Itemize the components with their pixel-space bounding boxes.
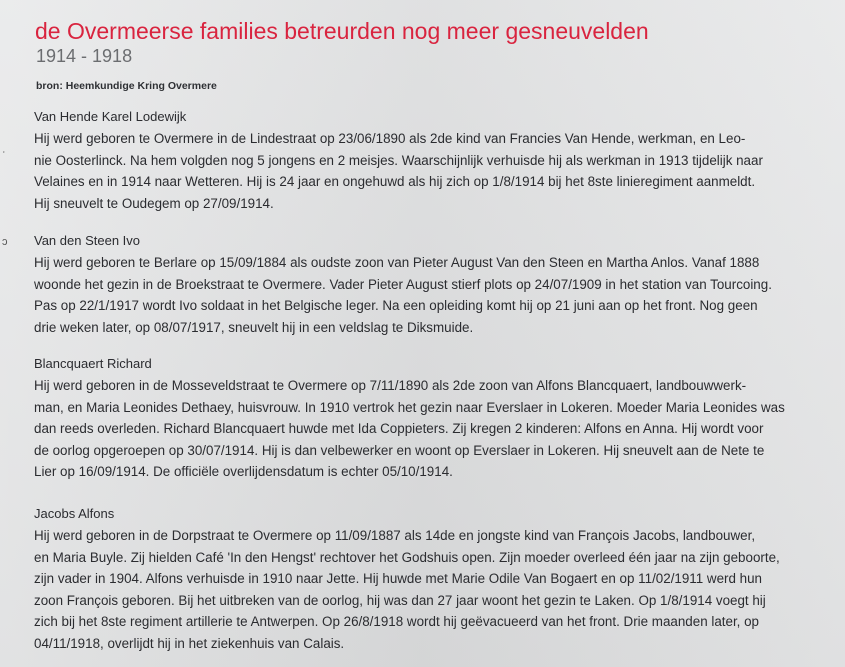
entry-text-line: man, en Maria Leonides Dethaey, huisvrouw. In 1910 vertrok het gezin naar Everslaer in Lokeren. Moeder Maria Leonides was <box>34 399 785 415</box>
entry-name: Jacobs Alfons <box>34 506 115 521</box>
entry-name: Van Hende Karel Lodewijk <box>34 109 187 124</box>
edge-artifact: ɔ <box>2 236 8 248</box>
entry-text-line: woonde het gezin in de Broekstraat te Overmere. Vader Pieter August stierf plots op 24/07/1909 in het station van Tourcoing. <box>34 276 772 292</box>
entry-text-line: drie weken later, op 08/07/1917, sneuvelt hij in een veldslag te Diksmuide. <box>34 319 474 335</box>
entry-text-line: de oorlog opgeroepen op 30/07/1914. Hij is dan velbewerker en woont op Everslaer in Lokeren. Hij sneuvelt aan de Nete te <box>34 442 765 458</box>
source-credit: bron: Heemkundige Kring Overmere <box>36 80 217 92</box>
biography-entry <box>34 505 839 655</box>
entry-text-line: Pas op 22/1/1917 wordt Ivo soldaat in het Belgische leger. Na een opleiding komt hij op 21 juni aan op het front. Nog geen <box>34 298 758 314</box>
entry-name: Van den Steen Ivo <box>34 233 141 248</box>
entry-text-line: Hij sneuvelt te Oudegem op 27/09/1914. <box>34 195 274 211</box>
entry-text-line: zich bij het 8ste regiment artillerie te Antwerpen. Op 26/8/1918 wordt hij geëvacueerd van het front. Drie maanden later, op <box>34 614 760 630</box>
entry-text-line: zoon François geboren. Bij het uitbreken van de oorlog, hij was dan 27 jaar woont het gezin te Laken. Op 1/8/1914 voegt hij <box>34 592 766 608</box>
entry-text-line: Hij werd geboren in de Mosseveldstraat te Overmere op 7/11/1890 als 2de zoon van Alfons Blancquaert, landbouwwerk- <box>34 378 747 393</box>
entry-text-line: dan reeds overleden. Richard Blancquaert huwde met Ida Coppieters. Zij kregen 2 kinderen: Alfons en Anna. Hij wordt voor <box>34 421 764 437</box>
edge-artifact: ʾ <box>2 150 6 162</box>
entry-text-line: 04/11/1918, overlijdt hij in het ziekenhuis van Calais. <box>34 635 345 651</box>
entry-name: Blancquaert Richard <box>34 356 152 371</box>
entry-text-line: nie Oosterlinck. Na hem volgden nog 5 jongens en 2 meisjes. Waarschijnlijk verhuisde hij als werkman in 1913 tijdelijk naar <box>34 152 763 168</box>
entry-text-line: Hij werd geboren in de Dorpstraat te Overmere op 11/09/1887 als 14de en jongste kind van François Jacobs, landbouwer, <box>34 528 756 543</box>
panel-title: de Overmeerse families betreurden nog meer gesneuvelden <box>35 18 649 44</box>
panel-years: 1914 - 1918 <box>36 46 133 66</box>
entry-text-line: Hij werd geboren te Berlare op 15/09/1884 als oudste zoon van Pieter August Van den Steen en Martha Anlos. Vanaf 1888 <box>34 255 760 270</box>
entry-text-line: Hij werd geboren te Overmere in de Lindestraat op 23/06/1890 als 2de kind van Francies Van Hende, werkman, en Leo- <box>34 131 746 146</box>
entry-text-line: Lier op 16/09/1914. De officiële overlijdensdatum is echter 05/10/1914. <box>34 464 453 480</box>
biography-entry <box>34 232 839 338</box>
entry-text-line: Velaines en in 1914 naar Wetteren. Hij is 24 jaar en ongehuwd als hij zich op 1/8/1914 bij het 8ste linieregiment aanmeldt. <box>34 174 756 190</box>
entry-text-line: en Maria Buyle. Zij hielden Café 'In den Hengst' rechtover het Godshuis open. Zijn moeder overleed één jaar na zijn geboorte, <box>34 549 780 565</box>
entry-text-line: zijn vader in 1904. Alfons verhuisde in 1910 naar Jette. Hij huwde met Marie Odile Van Bogaert en op 11/02/1911 werd hun <box>34 571 763 587</box>
biography-entry <box>34 108 839 214</box>
biography-entry <box>34 355 839 483</box>
